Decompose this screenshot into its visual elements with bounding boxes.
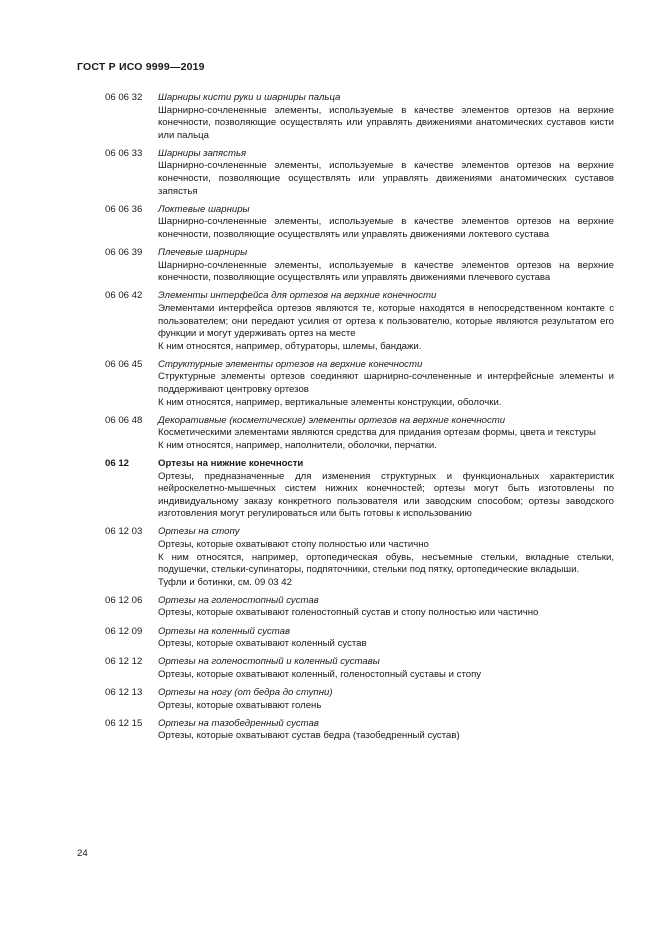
entry-content [158, 458, 614, 521]
classification-entry [77, 526, 617, 589]
entry-title: Элементы интерфейса для ортезов на верхние конечности [158, 290, 437, 302]
entry-code: 06 06 48 [105, 414, 143, 426]
classification-entry [77, 359, 617, 409]
entry-title: Локтевые шарниры [158, 203, 250, 215]
entry-title: Ортезы на голеностопный сустав [158, 594, 319, 606]
classification-entry [77, 718, 617, 743]
entry-content [158, 626, 614, 651]
entry-content [158, 92, 614, 142]
entry-code: 06 12 [105, 457, 130, 469]
entry-description: Структурные элементы ортезов соединяют шарнирно-сочлененные и интерфейсные элементы и поддерживают центровку ортезов [158, 371, 614, 395]
entry-description: Ортезы, которые охватывают сустав бедра (тазобедренный сустав) [158, 730, 460, 742]
page-header: ГОСТ Р ИСО 9999—2019 [77, 61, 205, 73]
entry-code: 06 12 13 [105, 686, 143, 698]
entry-code: 06 06 33 [105, 147, 143, 159]
entry-description: Шарнирно-сочлененные элементы, используемые в качестве элементов ортезов на верхние конечности, позволяющие осуществлять или управлять движениями анатомических суставов запястья [158, 160, 614, 197]
entry-content [158, 359, 614, 409]
entry-description: Ортезы, которые охватывают голень [158, 699, 322, 711]
entry-description: Ортезы, которые охватывают голеностопный сустав и стопу полностью или частично [158, 607, 539, 619]
entry-content [158, 290, 614, 353]
entry-description: Ортезы, которые охватывают стопу полностью или частично [158, 539, 429, 550]
entry-content [158, 204, 614, 242]
entry-content [158, 595, 614, 620]
entry-description: К ним относятся, например, обтураторы, шлемы, бандажи. [158, 340, 422, 352]
classification-entry [77, 626, 617, 651]
entry-code: 06 12 06 [105, 594, 143, 606]
entry-title: Структурные элементы ортезов на верхние конечности [158, 358, 423, 370]
entry-content [158, 687, 614, 712]
classification-entry [77, 204, 617, 242]
page-number: 24 [77, 848, 88, 859]
entry-code: 06 06 39 [105, 247, 143, 259]
entry-title: Декоративные (косметические) элементы ортезов на верхние конечности [158, 414, 506, 426]
entry-code: 06 06 45 [105, 358, 143, 370]
entry-title: Ортезы на стопу [158, 526, 240, 538]
entry-code: 06 06 36 [105, 203, 143, 215]
entry-content [158, 415, 614, 453]
entry-title: Ортезы на нижние конечности [158, 457, 304, 469]
entry-code: 06 12 15 [105, 717, 143, 729]
entry-title: Ортезы на ногу (от бедра до ступни) [158, 686, 333, 698]
entry-content [158, 718, 614, 743]
entry-code: 06 12 03 [105, 526, 143, 538]
entry-description: К ним относятся, например, наполнители, оболочки, перчатки. [158, 439, 437, 451]
classification-entry [77, 290, 617, 353]
entry-description: Элементами интерфейса ортезов являются те, которые находятся в непосредственном контакте с пользователем; они передают усилия от ортеза к пользователю, которые являются результатом его функции и могут удерживать ортез на месте [158, 302, 614, 340]
entry-title: Ортезы на коленный сустав [158, 625, 291, 637]
entry-title: Шарниры кисти руки и шарниры пальца [158, 92, 341, 103]
classification-entry [77, 92, 617, 142]
classification-entry [77, 148, 617, 198]
entry-description: К ним относятся, например, вертикальные элементы конструкции, оболочки. [158, 396, 502, 408]
entry-description: Ортезы, предназначенные для изменения структурных и функциональных характеристик нейроскелетно-мышечных систем нижних конечностей; ортезы могут быть изготовлены по индивидуальному заказу конкретного пользователя или заводским способом; ортезы заводского изготовления могут регулироваться или быть готовы к использованию [158, 470, 614, 520]
entry-description: Шарнирно-сочлененные элементы, используемые в качестве элементов ортезов на верхние конечности, позволяющие осуществлять или управлять движениями анатомических суставов кисти или пальца [158, 104, 614, 141]
entry-code: 06 06 32 [105, 92, 143, 103]
classification-entries [77, 92, 617, 748]
entry-description: Шарнирно-сочлененные элементы, используемые в качестве элементов ортезов на верхние конечности, позволяющие осуществлять или управлять движениями плечевого сустава [158, 259, 614, 284]
entry-description: Туфли и ботинки, см. 09 03 42 [158, 576, 292, 588]
classification-entry [77, 687, 617, 712]
entry-description: Ортезы, которые охватывают коленный сустав [158, 638, 367, 650]
entry-description: Косметическими элементами являются средства для придания ортезам формы, цвета и текстуры [158, 427, 596, 439]
classification-entry [77, 656, 617, 681]
entry-description: Шарнирно-сочлененные элементы, используемые в качестве элементов ортезов на верхние конечности, позволяющие осуществлять или управлять движениями локтевого сустава [158, 216, 614, 240]
entry-code: 06 12 09 [105, 625, 143, 637]
entry-description: Ортезы, которые охватывают коленный, голеностопный суставы и стопу [158, 668, 482, 680]
classification-entry [77, 415, 617, 453]
entry-title: Ортезы на голеностопный и коленный суставы [158, 656, 380, 668]
entry-content [158, 656, 614, 681]
entry-content [158, 148, 614, 198]
classification-entry [77, 458, 617, 521]
entry-content [158, 247, 614, 285]
classification-entry [77, 247, 617, 285]
entry-title: Ортезы на тазобедренный сустав [158, 717, 319, 729]
entry-title: Шарниры запястья [158, 147, 247, 159]
entry-code: 06 06 42 [105, 290, 143, 302]
entry-description: К ним относятся, например, ортопедическая обувь, несъемные стельки, вкладные стельки, подушечки, стельки-супинаторы, подпяточники, стельки под пятку, ортопедические вкладыши. [158, 551, 614, 576]
entry-title: Плечевые шарниры [158, 247, 248, 259]
classification-entry [77, 595, 617, 620]
entry-content [158, 526, 614, 589]
entry-code: 06 12 12 [105, 656, 143, 668]
